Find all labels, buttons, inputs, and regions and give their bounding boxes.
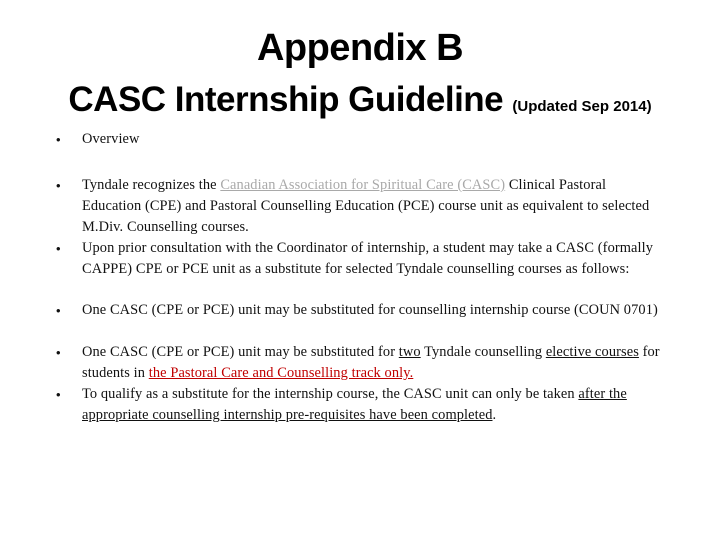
recognition-pre: Tyndale recognizes the [82,177,221,193]
qualification-prereq: after the appropriate counselling internship pre-requisites have been completed [82,386,627,423]
bullet-icon: • [56,241,61,256]
recognition-post: Clinical Pastoral Education (CPE) and Pastoral Counselling Education (PCE) course unit as equivalent to selected M.Div. Counselling courses. [82,177,650,235]
bullet-icon: • [56,387,61,402]
bullet-icon: • [56,132,61,147]
bullet-icon: • [56,178,61,193]
elective-two: two [398,344,421,360]
track-only-note: the Pastoral Care and Counselling track only. [148,365,414,381]
bullet-elective-substitution [82,342,662,384]
elective-p1: One CASC (CPE or PCE) unit may be substituted for [82,344,399,360]
subtitle-main: CASC Internship Guideline [68,80,504,119]
bullet-icon: • [56,345,61,360]
updated-note: (Updated Sep 2014) [512,98,652,115]
page-subtitle [0,78,720,129]
qualification-pre: To qualify as a substitute for the internship course, the CASC unit can only be taken [82,386,579,402]
bullet-overview: Overview [82,131,140,147]
elective-p2: Tyndale counselling [420,344,546,360]
bullet-qualification [82,384,662,426]
bullet-icon: • [56,303,61,318]
bullet-internship-substitution: One CASC (CPE or PCE) unit may be substituted for counselling internship course (COUN 0701) [82,302,658,318]
bullet-consultation: Upon prior consultation with the Coordinator of internship, a student may take a CASC (formally CAPPE) CPE or PCE unit as a substitute for selected Tyndale counselling courses as follows: [82,240,654,277]
elective-courses: elective courses [545,344,639,360]
casc-link[interactable]: Canadian Association for Spiritual Care (CASC) [220,177,506,193]
qualification-post: . [492,407,497,423]
page-title: Appendix B [256,27,464,69]
elective-p3: for students in [82,344,660,381]
bullet-recognition [82,175,662,238]
